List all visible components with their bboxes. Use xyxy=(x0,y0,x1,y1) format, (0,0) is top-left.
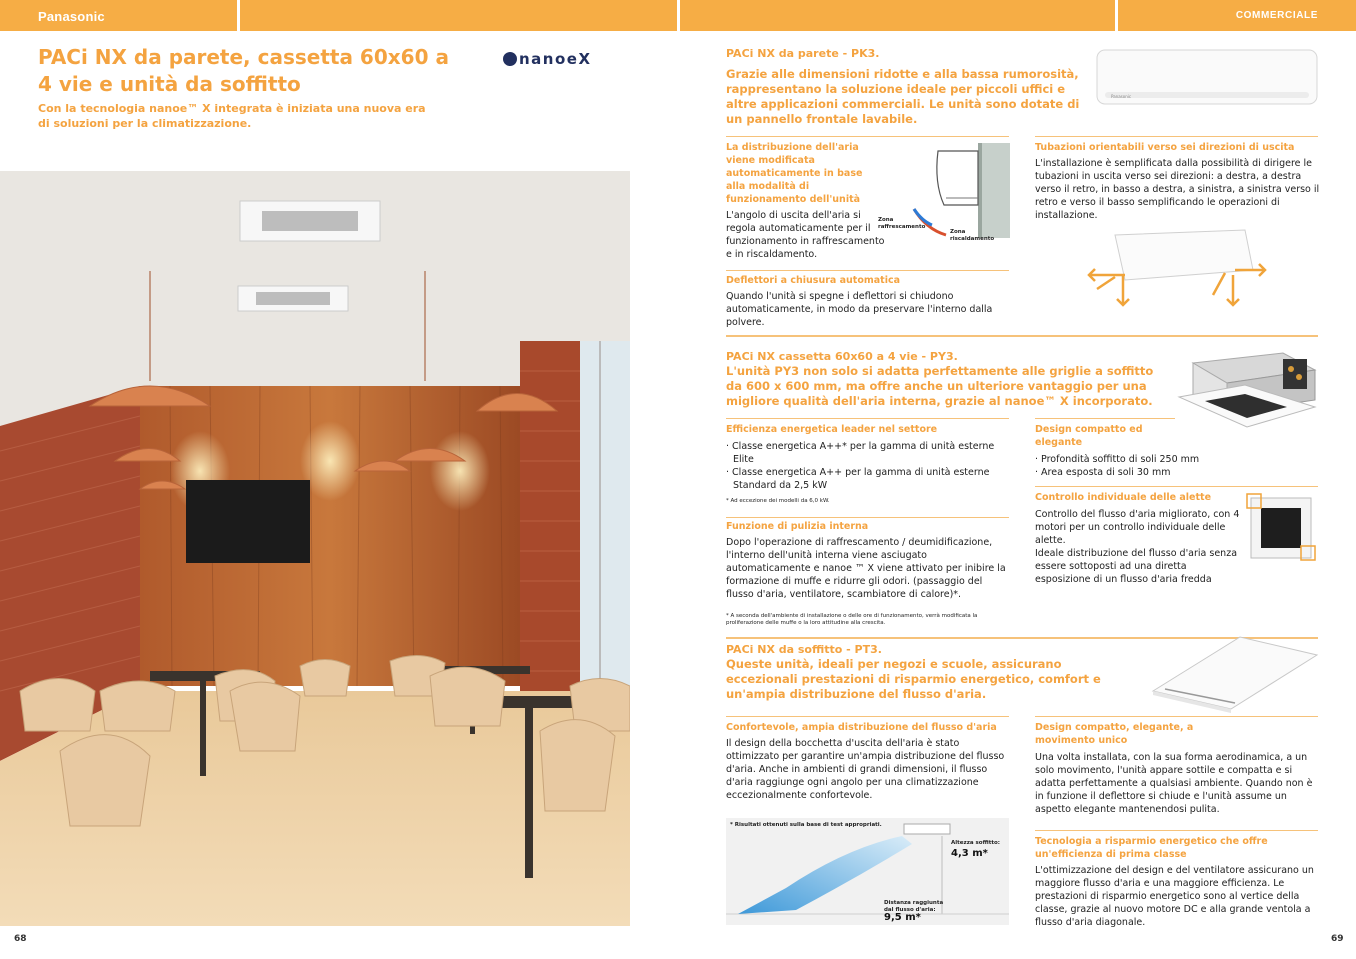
restaurant-illustration xyxy=(0,171,630,926)
py3-title: PACi NX cassetta 60x60 a 4 vie - PY3. xyxy=(726,350,958,363)
tv-screen xyxy=(186,480,310,563)
page-subtitle: Con la tecnologia nanoe™ X integrata è iniziata una nuova era di soluzioni per la climatizzazione. xyxy=(38,102,426,130)
design-list xyxy=(1035,453,1315,479)
divider xyxy=(1035,716,1318,717)
divider xyxy=(726,716,1009,717)
topbar-divider xyxy=(677,0,680,31)
cassette-unit-image xyxy=(1175,345,1320,430)
efficiency-list xyxy=(726,440,1006,492)
tech-text: L'ottimizzazione del design e del ventilatore assicurano un maggiore flusso d'aria e una maggiore efficienza. Le prestazioni di risparmio energetico sono al vertice della classe, grazie al nuovo motore DC e alla grande ventola a flusso d'aria diagonale. xyxy=(1035,865,1314,928)
cleaning-heading: Funzione di pulizia interna xyxy=(726,521,869,532)
pt3-lead: Queste unità, ideali per negozi e scuole, assicurano eccezionali prestazioni di risparmio energetico, comfort e un'ampia distribuzione del flusso d'aria. xyxy=(726,657,1101,701)
brand-name: Panasonic xyxy=(38,9,105,24)
efficiency-heading: Efficienza energetica leader nel settore xyxy=(726,424,938,435)
wall-unit-image xyxy=(1095,48,1319,108)
comfort-text: Il design della bocchetta d'uscita dell'aria è stato ottimizzato per garantire un'ampia distribuzione del flusso d'aria. Anche in ambienti di grandi dimensioni, il flusso d'aria raggiunge ogni angolo per una climatizzazione eccezionalmente confortevole. xyxy=(726,738,1005,801)
pk3-feature2-text: L'installazione è semplificata dalla possibilità di dirigere le tubazioni in uscita verso sei direzioni: a destra, a destra verso il retro, in basso a destra, a sinistra, a sinistra verso il retro e verso il basso semplificando le operazioni di installazione. xyxy=(1035,158,1320,221)
top-bar xyxy=(0,0,1356,31)
page-title: PACi NX da parete, cassetta 60x60 a 4 vie e unità da soffitto xyxy=(38,45,449,96)
ceiling-height-label: Altezza soffitto: xyxy=(951,840,1000,846)
efficiency-bullet: · Classe energetica A++ per la gamma di unità esterne Standard da 2,5 kW xyxy=(726,466,1006,492)
pk3-lead: Grazie alle dimensioni ridotte e alla bassa rumorosità, rappresentano la soluzione ideale per piccoli uffici e altre applicazioni commerciali. Le unità sono dotate di un pannello frontale lavabile. xyxy=(726,67,1080,126)
ceiling-unit-image xyxy=(1145,633,1320,715)
ceiling-cassette xyxy=(240,201,380,241)
compact-text: Una volta installata, con la sua forma aerodinamica, a un solo movimento, l'unità appare sottile e compatta e si adatta perfettamente a qualsiasi ambiente. Quando non è in funzione il deflettore si chiude e l'unità assume un aspetto elegante mantenendosi pulita. xyxy=(1035,752,1313,815)
page-number-left: 68 xyxy=(14,934,27,944)
restaurant-photo xyxy=(0,171,630,926)
airflow-range-diagram xyxy=(726,818,1009,925)
flaps-text: Controllo del flusso d'aria migliorato, con 4 motori per un controllo individuale delle alette. Ideale distribuzione del flusso d'aria senza essere sottoposti ad una diretta esposizione di un flusso d'aria fredda xyxy=(1035,509,1240,585)
ceiling-height-value: 4,3 m* xyxy=(951,848,988,859)
divider xyxy=(1035,830,1318,831)
label-heating-zone: Zona riscaldamento xyxy=(950,229,995,242)
topbar-divider xyxy=(1115,0,1118,31)
comfort-heading: Confortevole, ampia distribuzione del flusso d'aria xyxy=(726,722,997,733)
topbar-divider xyxy=(237,0,240,31)
pk3-feature3-heading: Deflettori a chiusura automatica xyxy=(726,275,901,286)
section-tag: COMMERCIALE xyxy=(1235,10,1318,21)
airflow-distance-value: 9,5 m* xyxy=(884,912,921,923)
nanoe-logo-text: nanoeX xyxy=(519,50,592,68)
flaps-icon xyxy=(1245,492,1317,564)
section-divider xyxy=(726,335,1318,337)
pk3-feature3-text: Quando l'unità si spegne i deflettori si chiudono automaticamente, in modo da preservare l'interno dalla polvere. xyxy=(726,291,993,328)
airflow-distance-label: Distanza raggiunta dal flusso d'aria: xyxy=(884,900,944,913)
design-bullet: · Profondità soffitto di soli 250 mm xyxy=(1035,453,1315,466)
efficiency-bullet: · Classe energetica A++* per la gamma di unità esterne Elite xyxy=(726,440,1006,466)
airflow-range-graphic xyxy=(726,818,1009,925)
divider xyxy=(726,136,1009,137)
divider xyxy=(726,517,1009,518)
divider xyxy=(726,270,1009,271)
cleaning-text: Dopo l'operazione di raffrescamento / deumidificazione, l'interno dell'unità interna viene asciugato automaticamente e nanoe ™ X viene attivato per inibire la formazione di muffe e ridurre gli odori. (passaggio del flusso d'aria, ventilatore, scambiatore di calore)*. xyxy=(726,537,1006,600)
efficiency-note: * Ad eccezione dei modelli da 6,0 kW. xyxy=(726,498,830,504)
design-bullet: · Area esposta di soli 30 mm xyxy=(1035,466,1315,479)
design-heading: Design compatto ed elegante xyxy=(1035,424,1143,448)
divider xyxy=(1035,418,1175,419)
tech-heading: Tecnologia a risparmio energetico che offre un'efficienza di prima classe xyxy=(1035,836,1268,860)
svg-text:Panasonic: Panasonic xyxy=(1111,94,1132,99)
flaps-heading: Controllo individuale delle alette xyxy=(1035,492,1212,503)
divider xyxy=(1035,136,1318,137)
pipe-directions-image xyxy=(1085,225,1270,310)
compact-heading: Design compatto, elegante, a movimento unico xyxy=(1035,722,1194,746)
py3-lead: L'unità PY3 non solo si adatta perfettamente alle griglie a soffitto da 600 x 600 mm, ma offre anche un ulteriore vantaggio per una migliore qualità dell'aria interna, grazie al nanoe™ X incorporato. xyxy=(726,364,1154,408)
page-number-right: 69 xyxy=(1331,934,1344,944)
divider xyxy=(726,418,1009,419)
cleaning-note: * A seconda dell'ambiente di installazione o delle ore di funzionamento, verrà modificata la proliferazione delle muffe o la loro attitudine alla crescita. xyxy=(726,613,978,626)
nanoe-dot-icon xyxy=(503,52,517,66)
label-cooling-zone: Zona raffrescamento xyxy=(878,217,926,230)
divider xyxy=(1035,486,1318,487)
nanoe-logo xyxy=(503,48,592,70)
pk3-feature2-heading: Tubazioni orientabili verso sei direzioni di uscita xyxy=(1035,142,1295,153)
pk3-title: PACi NX da parete - PK3. xyxy=(726,47,880,60)
pk3-feature1-text: L'angolo di uscita dell'aria si regola automaticamente per il funzionamento in raffrescamento e in riscaldamento. xyxy=(726,210,885,260)
diagram-note: * Risultati ottenuti sulla base di test appropriati. xyxy=(730,822,882,828)
pt3-title: PACi NX da soffitto - PT3. xyxy=(726,643,882,656)
ceiling-cassette xyxy=(238,286,348,311)
pk3-feature1-heading: La distribuzione dell'aria viene modificata automaticamente in base alla modalità di funzionamento dell'unità xyxy=(726,142,863,205)
